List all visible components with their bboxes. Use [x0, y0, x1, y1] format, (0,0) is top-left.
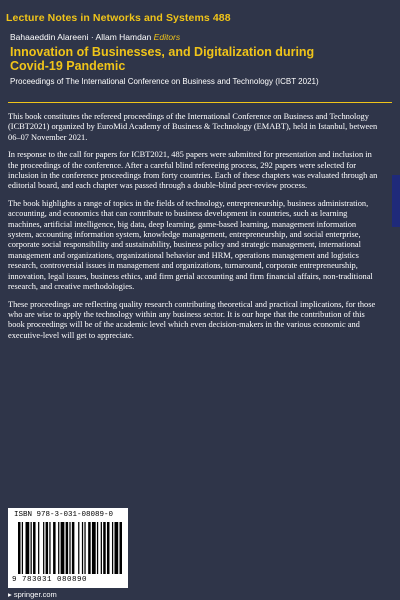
blurb-paragraph-4: These proceedings are reflecting quality research contributing theoretical and practical implications, for those who are wise to apply the technology within any business sector. It is our hope that the contribution of this book proceedings will be of the academic level which even decision-makers in the various economic and executive-level will get to appreciate.	[8, 299, 376, 340]
isbn-label: ISBN 978-3-031-08089-0	[14, 511, 114, 519]
editors-label: Editors	[153, 32, 181, 42]
blurb-paragraph-1: This book constitutes the refereed proceedings of the International Conference on Business and Technology (ICBT2021) organized by EuroMid Academy of Business & Technology (EMABT), held in Istanbul, between 06–07 November 2021.	[8, 112, 378, 142]
spine-accent-tab	[392, 175, 400, 227]
blurb-paragraph-2: In response to the call for papers for ICBT2021, 485 papers were submitted for presentation and inclusion in the proceedings of the conference. After a careful blind refereeing process, 292 papers were selected for inclusion in the conference proceedings from forty countries. Each of these chapters was evaluated through an editorial board, and each chapter was passed through a double-blind peer-review process.	[8, 150, 378, 191]
editors-line	[10, 32, 180, 42]
barcode-panel	[8, 508, 128, 588]
book-subtitle: Proceedings of The International Conference on Business and Technology (ICBT 2021)	[10, 77, 319, 86]
cover-header	[0, 0, 400, 98]
header-divider	[8, 102, 392, 103]
barcode-digits: 9 783031 080890	[12, 576, 88, 584]
book-title: Innovation of Businesses, and Digitalization during Covid-19 Pandemic	[10, 45, 315, 73]
springer-link[interactable]: ▸ springer.com	[8, 590, 57, 599]
editor-names: Bahaaeddin Alareeni · Allam Hamdan	[10, 32, 152, 42]
series-title: Lecture Notes in Networks and Systems 488	[6, 12, 231, 24]
blurb	[8, 112, 382, 348]
barcode-icon	[18, 522, 122, 574]
blurb-paragraph-3: The book highlights a range of topics in the fields of technology, entrepreneurship, business administration, accounting, and economics that can contribute to business development in countries, such as learning machines, artificial intelligence, big data, deep learning, game-based learning, management information system, accounting information system, knowledge management, entrepreneurship, and social enterprise, corporate social responsibility and sustainability, business policy and strategic management, international management and organizations, organizational behavior and HRM, operations management and logistics research, controversial issues in management and organizations, turnaround, corporate entrepreneurship, innovation, legal issues, business ethics, and firm gerial accounting and firm financial affairs, non-traditional research, and creative methodologies.	[8, 198, 373, 292]
